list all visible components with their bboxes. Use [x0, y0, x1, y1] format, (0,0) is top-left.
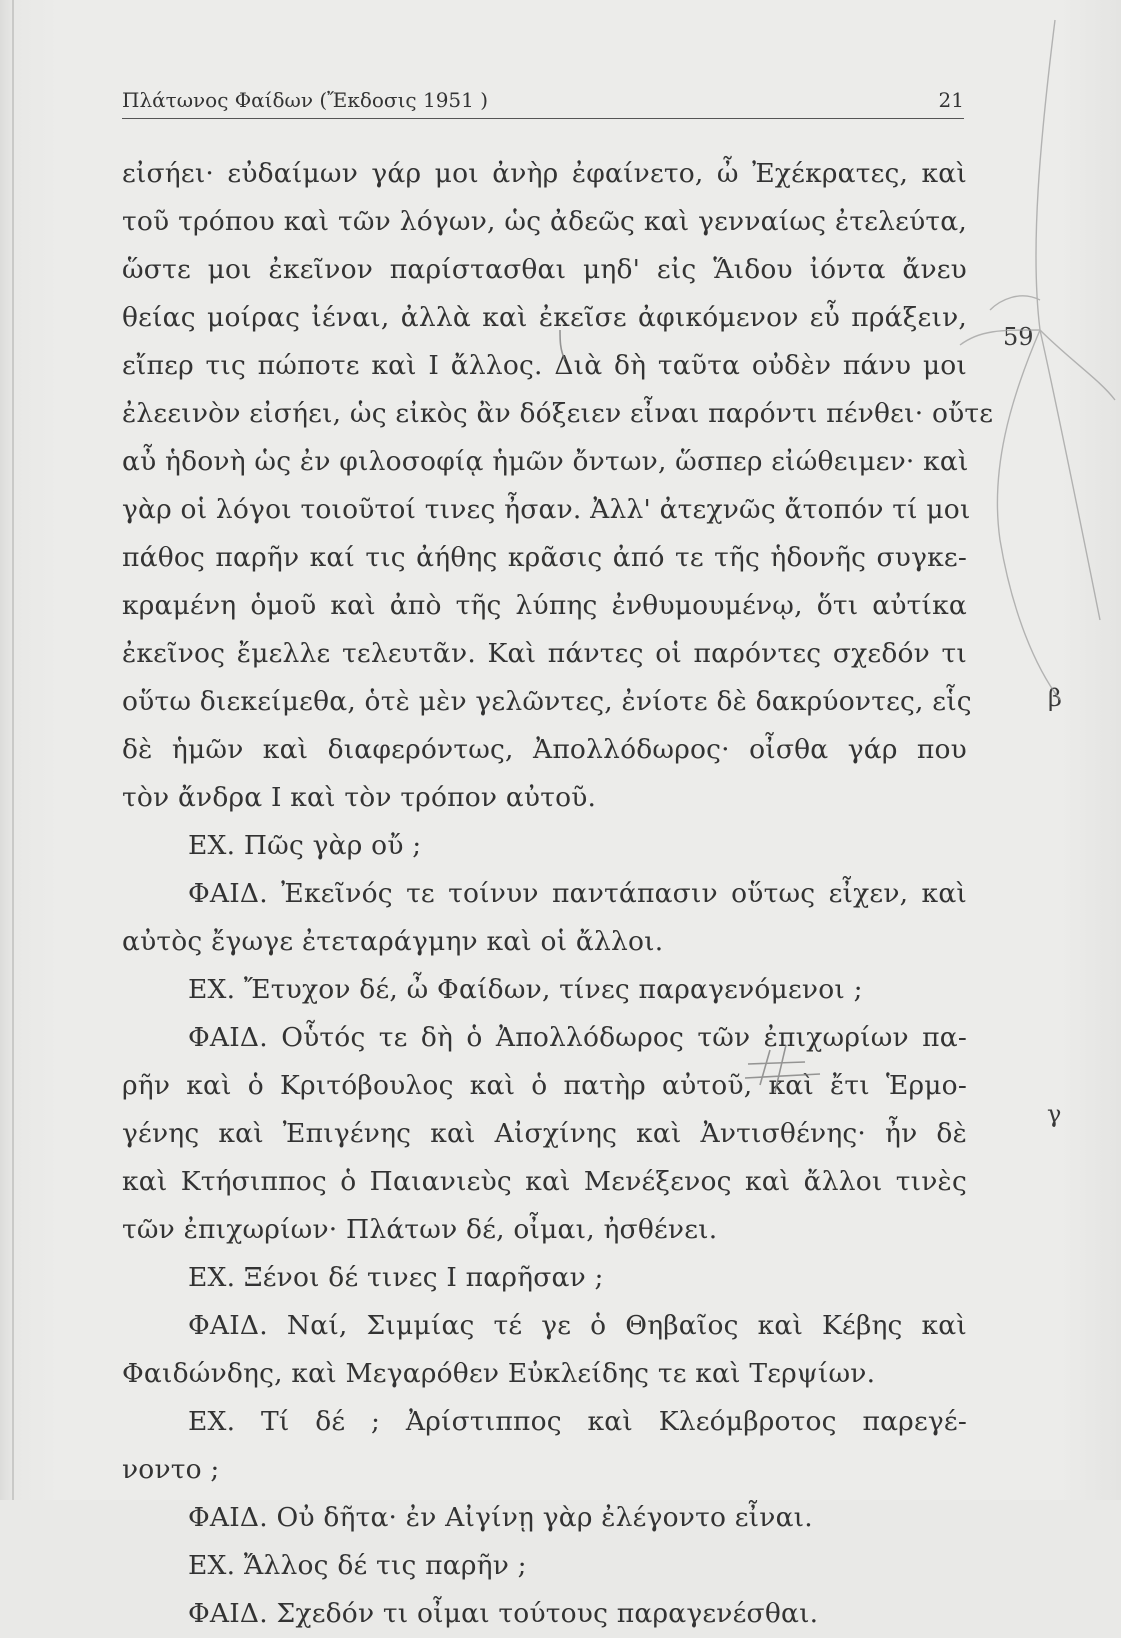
text-line: αὖ ἡδονὴ ὡς ἐν φιλοσοφίᾳ ἡμῶν ὄντων, ὥσπερ εἰώθειμεν· καὶ: [122, 446, 969, 477]
text-line: εἰσήει· εὐδαίμων γάρ μοι ἀνὴρ ἐφαίνετο, ὦ Ἐχέκρατες, καὶ: [122, 158, 967, 189]
speaker-line: ΕΧ. Πῶς γὰρ οὔ ;: [188, 830, 422, 861]
text-line: θείας μοίρας ἰέναι, ἀλλὰ καὶ ἐκεῖσε ἀφικόμενον εὖ πράξειν,: [122, 302, 967, 333]
page-number: 21: [938, 88, 964, 112]
speaker-line: ΦΑΙΔ. Σχεδόν τι οἶμαι τούτους παραγενέσθαι.: [188, 1598, 819, 1629]
header-title: Πλάτωνος Φαίδων (Ἔκδοσις 1951 ): [122, 88, 489, 112]
text-line: τοῦ τρόπου καὶ τῶν λόγων, ὡς ἀδεῶς καὶ γενναίως ἐτελεύτα,: [122, 206, 967, 237]
text-line: ρῆν καὶ ὁ Κριτόβουλος καὶ ὁ πατὴρ αὐτοῦ, καὶ ἔτι Ἑρμο-: [122, 1070, 967, 1101]
page-edge: [12, 0, 14, 1500]
speaker-line: ΦΑΙΔ. Οὐ δῆτα· ἐν Αἰγίνῃ γὰρ ἐλέγοντο εἶναι.: [188, 1502, 813, 1533]
text-line: γὰρ οἱ λόγοι τοιοῦτοί τινες ἦσαν. Ἀλλ' ἀτεχνῶς ἄτοπόν τί μοι: [122, 494, 971, 525]
text-line: γένης καὶ Ἐπιγένης καὶ Αἰσχίνης καὶ Ἀντισθένης· ἦν δὲ: [122, 1118, 967, 1149]
text-line: ἐκεῖνος ἔμελλε τελευτᾶν. Καὶ πάντες οἱ παρόντες σχεδόν τι: [122, 638, 967, 669]
text-line: νοντο ;: [122, 1454, 220, 1485]
text-line: τῶν ἐπιχωρίων· Πλάτων δέ, οἶμαι, ἠσθένει.: [122, 1214, 718, 1245]
running-header: [122, 84, 964, 119]
text-line: ὥστε μοι ἐκεῖνον παρίστασθαι μηδ' εἰς Ἅιδου ἰόντα ἄνευ: [122, 254, 967, 285]
speaker-line: ΦΑΙΔ. Ναί, Σιμμίας τέ γε ὁ Θηβαῖος καὶ Κέβης καὶ: [188, 1310, 967, 1341]
body-text: [122, 150, 994, 1638]
speaker-line: ΦΑΙΔ. Ἐκεῖνός τε τοίνυν παντάπασιν οὕτως εἶχεν, καὶ: [188, 878, 967, 909]
margin-note-beta: β: [1048, 684, 1062, 712]
text-line: κραμένη ὁμοῦ καὶ ἀπὸ τῆς λύπης ἐνθυμουμένῳ, ὅτι αὐτίκα: [122, 590, 967, 621]
text-line: οὕτω διεκείμεθα, ὁτὲ μὲν γελῶντες, ἐνίοτε δὲ δακρύοντες, εἷς: [122, 686, 972, 717]
text-line: καὶ Κτήσιππος ὁ Παιανιεὺς καὶ Μενέξενος καὶ ἄλλοι τινὲς: [122, 1166, 967, 1197]
text-line: αὐτὸς ἔγωγε ἐτεταράγμην καὶ οἱ ἄλλοι.: [122, 926, 664, 957]
margin-note-gamma: γ: [1047, 1100, 1062, 1128]
text-line: πάθος παρῆν καί τις ἀήθης κρᾶσις ἀπό τε τῆς ἡδονῆς συγκε-: [122, 542, 967, 573]
text-line: Φαιδώνδης, καὶ Μεγαρόθεν Εὐκλείδης τε καὶ Τερψίων.: [122, 1358, 876, 1389]
speaker-line: ΕΧ. Τί δέ ; Ἀρίστιππος καὶ Κλεόμβροτος παρεγέ-: [188, 1406, 967, 1437]
text-line: εἴπερ τις πώποτε καὶ Ι ἄλλος. Διὰ δὴ ταῦτα οὐδὲν πάνυ μοι: [122, 350, 967, 381]
speaker-line: ΕΧ. Ξένοι δέ τινες Ι παρῆσαν ;: [188, 1262, 604, 1293]
text-line: ἐλεεινὸν εἰσήει, ὡς εἰκὸς ἂν δόξειεν εἶναι παρόντι πένθει· οὔτε: [122, 398, 994, 429]
speaker-line: ΦΑΙΔ. Οὗτός τε δὴ ὁ Ἀπολλόδωρος τῶν ἐπιχωρίων πα-: [188, 1022, 967, 1053]
text-line: τὸν ἄνδρα Ι καὶ τὸν τρόπον αὐτοῦ.: [122, 782, 597, 813]
speaker-line: ΕΧ. Ἔτυχον δέ, ὦ Φαίδων, τίνες παραγενόμενοι ;: [188, 974, 863, 1005]
text-line: δὲ ἡμῶν καὶ διαφερόντως, Ἀπολλόδωρος· οἶσθα γάρ που: [122, 734, 967, 765]
speaker-line: ΕΧ. Ἄλλος δέ τις παρῆν ;: [188, 1550, 527, 1581]
margin-note-59: 59: [1003, 323, 1034, 351]
